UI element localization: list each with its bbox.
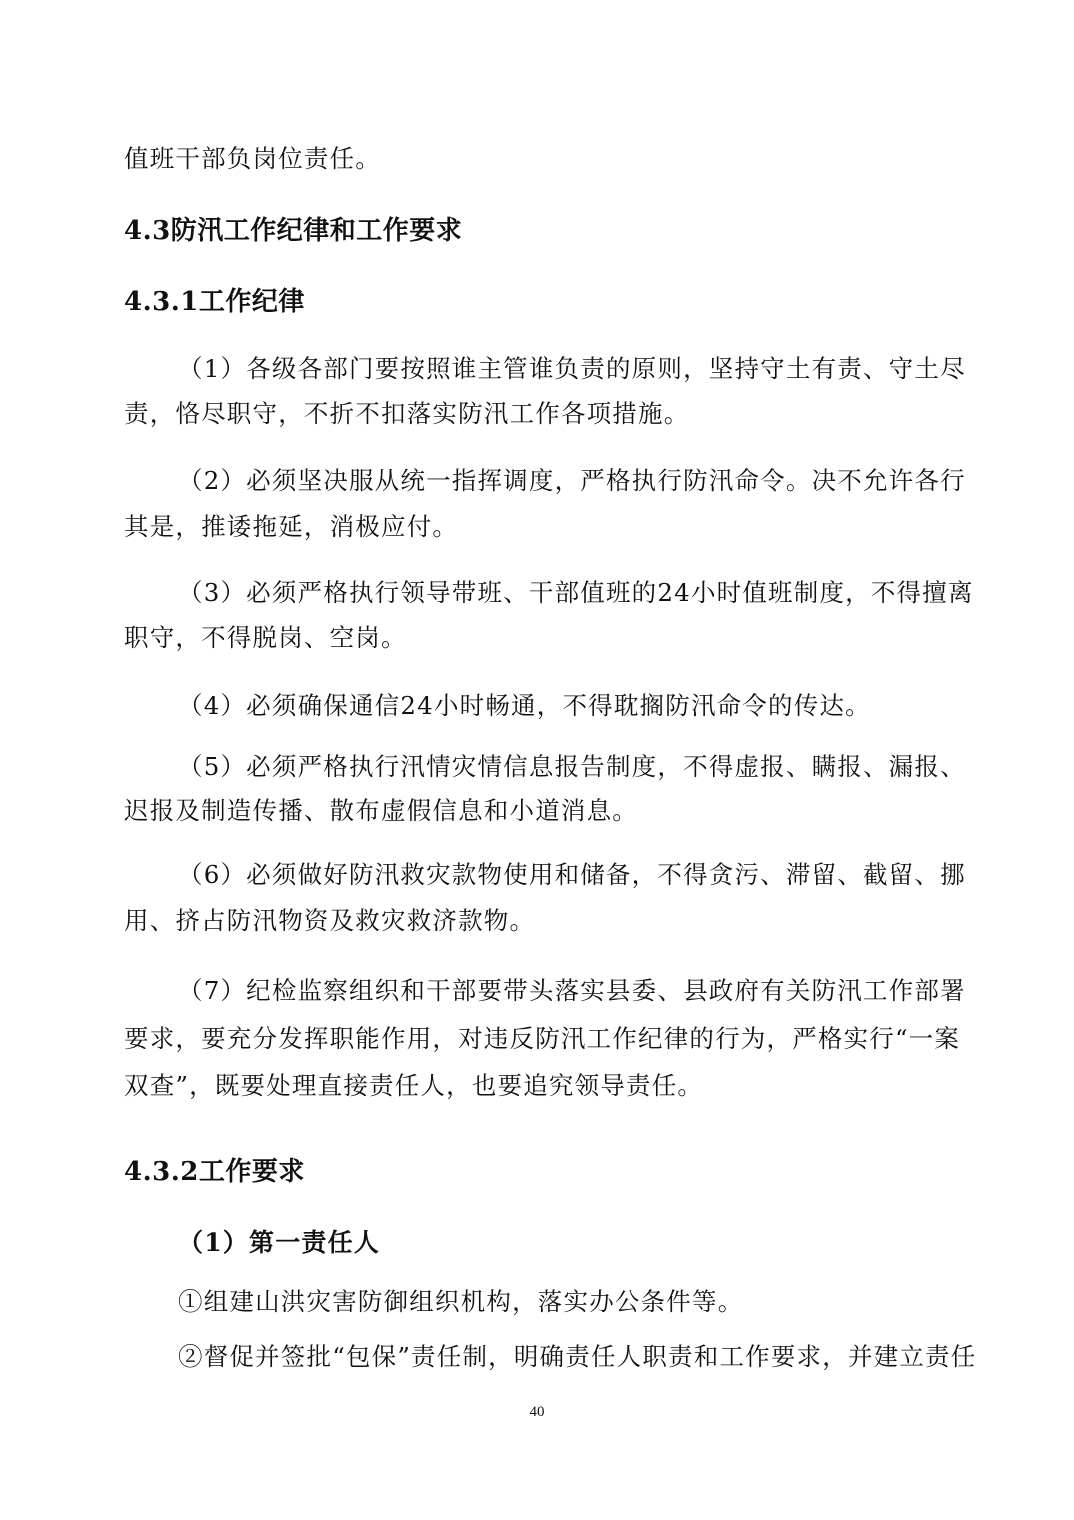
page-number: 40	[529, 1404, 545, 1420]
rule-2-line-1: （2）必须坚决服从统一指挥调度，严格执行防汛命令。决不允许各行	[178, 466, 966, 495]
rule-4-line-1: （4）必须确保通信24小时畅通，不得耽搁防汛命令的传达。	[178, 691, 871, 720]
rule-7-line-1: （7）纪检监察组织和干部要带头落实县委、县政府有关防汛工作部署	[178, 976, 966, 1005]
subsection-heading-4-3-1: 4.3.1工作纪律	[124, 287, 305, 317]
paragraph-continuation: 值班干部负岗位责任。	[124, 144, 381, 173]
rule-5-line-2: 迟报及制造传播、散布虚假信息和小道消息。	[124, 796, 638, 825]
requirement-heading-first-responsible: （1）第一责任人	[178, 1228, 380, 1257]
rule-3-line-2: 职守，不得脱岗、空岗。	[124, 623, 407, 652]
rule-7-line-3: 双查”，既要处理直接责任人，也要追究领导责任。	[124, 1071, 704, 1100]
rule-6-line-2: 用、挤占防汛物资及救灾救济款物。	[124, 906, 536, 935]
rule-6-line-1: （6）必须做好防汛救灾款物使用和储备，不得贪污、滞留、截留、挪	[178, 860, 966, 889]
rule-1-line-2: 责，恪尽职守，不折不扣落实防汛工作各项措施。	[124, 399, 690, 428]
rule-5-line-1: （5）必须严格执行汛情灾情信息报告制度，不得虚报、瞒报、漏报、	[178, 752, 966, 781]
requirement-item-2: ②督促并签批“包保”责任制，明确责任人职责和工作要求，并建立责任	[178, 1342, 977, 1371]
rule-2-line-2: 其是，推诿拖延，消极应付。	[124, 512, 459, 541]
section-heading-4-3: 4.3防汛工作纪律和工作要求	[124, 216, 463, 246]
rule-1-line-1: （1）各级各部门要按照谁主管谁负责的原则，坚持守土有责、守土尽	[178, 354, 966, 383]
rule-3-line-1: （3）必须严格执行领导带班、干部值班的24小时值班制度，不得擅离	[178, 578, 974, 607]
requirement-item-1: ①组建山洪灾害防御组织机构，落实办公条件等。	[178, 1287, 744, 1316]
rule-7-line-2: 要求，要充分发挥职能作用，对违反防汛工作纪律的行为，严格实行“一案	[124, 1024, 961, 1053]
subsection-heading-4-3-2: 4.3.2工作要求	[124, 1157, 305, 1187]
